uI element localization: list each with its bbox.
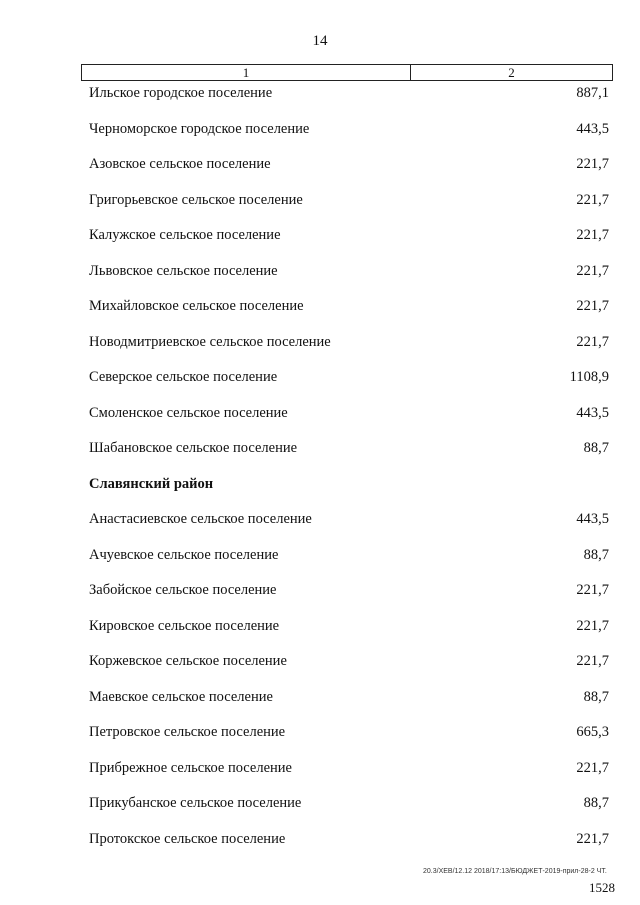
settlement-name: Григорьевское сельское поселение [89,191,303,208]
settlement-value: 88,7 [583,688,609,705]
table-row [89,333,609,369]
section-heading: Славянский район [89,475,214,492]
settlement-table [89,84,609,865]
settlement-value: 443,5 [576,404,609,421]
table-row [89,155,609,191]
settlement-name: Азовское сельское поселение [89,156,271,172]
table-row [89,404,609,440]
settlement-name: Протокское сельское поселение [89,830,286,847]
column-header-2: 2 [508,64,515,80]
table-row [89,191,609,227]
settlement-value: 221,7 [576,156,609,172]
table-row [89,262,609,298]
settlement-value: 88,7 [583,546,609,563]
page-number: 14 [312,33,328,49]
settlement-name: Маевское сельское поселение [89,688,273,705]
settlement-name: Северское сельское поселение [89,369,278,385]
settlement-value: 221,7 [576,617,609,634]
settlement-value: 221,7 [576,830,609,847]
settlement-value: 221,7 [576,582,609,598]
settlement-value: 221,7 [576,653,609,669]
table-row [89,226,609,262]
settlement-value: 221,7 [576,298,609,314]
settlement-name: Кировское сельское поселение [89,617,280,634]
settlement-name: Коржевское сельское поселение [89,653,287,669]
table-row [89,510,609,546]
settlement-name: Михайловское сельское поселение [89,298,304,314]
settlement-name: Прибрежное сельское поселение [89,759,292,776]
table-header [81,64,613,81]
settlement-name: Ачуевское сельское поселение [89,546,279,563]
table-row [89,297,609,333]
settlement-name: Львовское сельское поселение [89,262,278,279]
column-header-1: 1 [82,65,411,80]
settlement-value: 88,7 [583,795,609,811]
settlement-name: Забойское сельское поселение [89,582,277,598]
settlement-value: 221,7 [576,191,609,208]
table-row [89,830,609,866]
settlement-value: 221,7 [576,262,609,279]
settlement-name: Прикубанское сельское поселение [89,795,302,811]
settlement-value: 887,1 [576,85,609,101]
settlement-name: Ильское городское поселение [89,85,273,101]
settlement-value: 443,5 [576,511,609,527]
settlement-name: Петровское сельское поселение [89,724,286,740]
settlement-value: 221,7 [576,227,609,243]
table-row [89,617,609,653]
sheet-number: 1528 [589,880,615,895]
settlement-name: Калужское сельское поселение [89,227,281,243]
table-row [89,546,609,582]
settlement-value: 443,5 [576,120,609,137]
settlement-value: 221,7 [576,333,609,350]
settlement-name: Новодмитриевское сельское поселение [89,333,331,350]
settlement-name: Смоленское сельское поселение [89,404,288,421]
settlement-value: 1108,9 [569,369,609,385]
document-footer-code: 20.3/XEB/12.12 2018/17:13/БЮДЖЕТ-2019-прил-28-2 ЧТ. [423,868,607,875]
table-row [89,439,609,475]
settlement-value: 88,7 [583,440,609,456]
settlement-name: Анастасиевское сельское поселение [89,511,312,527]
table-row [89,84,609,120]
table-row [89,581,609,617]
table-row [89,652,609,688]
table-row [89,759,609,795]
settlement-name: Черноморское городское поселение [89,120,310,137]
table-row [89,723,609,759]
settlement-name: Шабановское сельское поселение [89,440,298,456]
section-heading-row [89,475,609,511]
table-row [89,688,609,724]
table-row [89,120,609,156]
settlement-value: 221,7 [576,759,609,776]
settlement-value: 665,3 [576,724,609,740]
table-row [89,368,609,404]
table-row [89,794,609,830]
